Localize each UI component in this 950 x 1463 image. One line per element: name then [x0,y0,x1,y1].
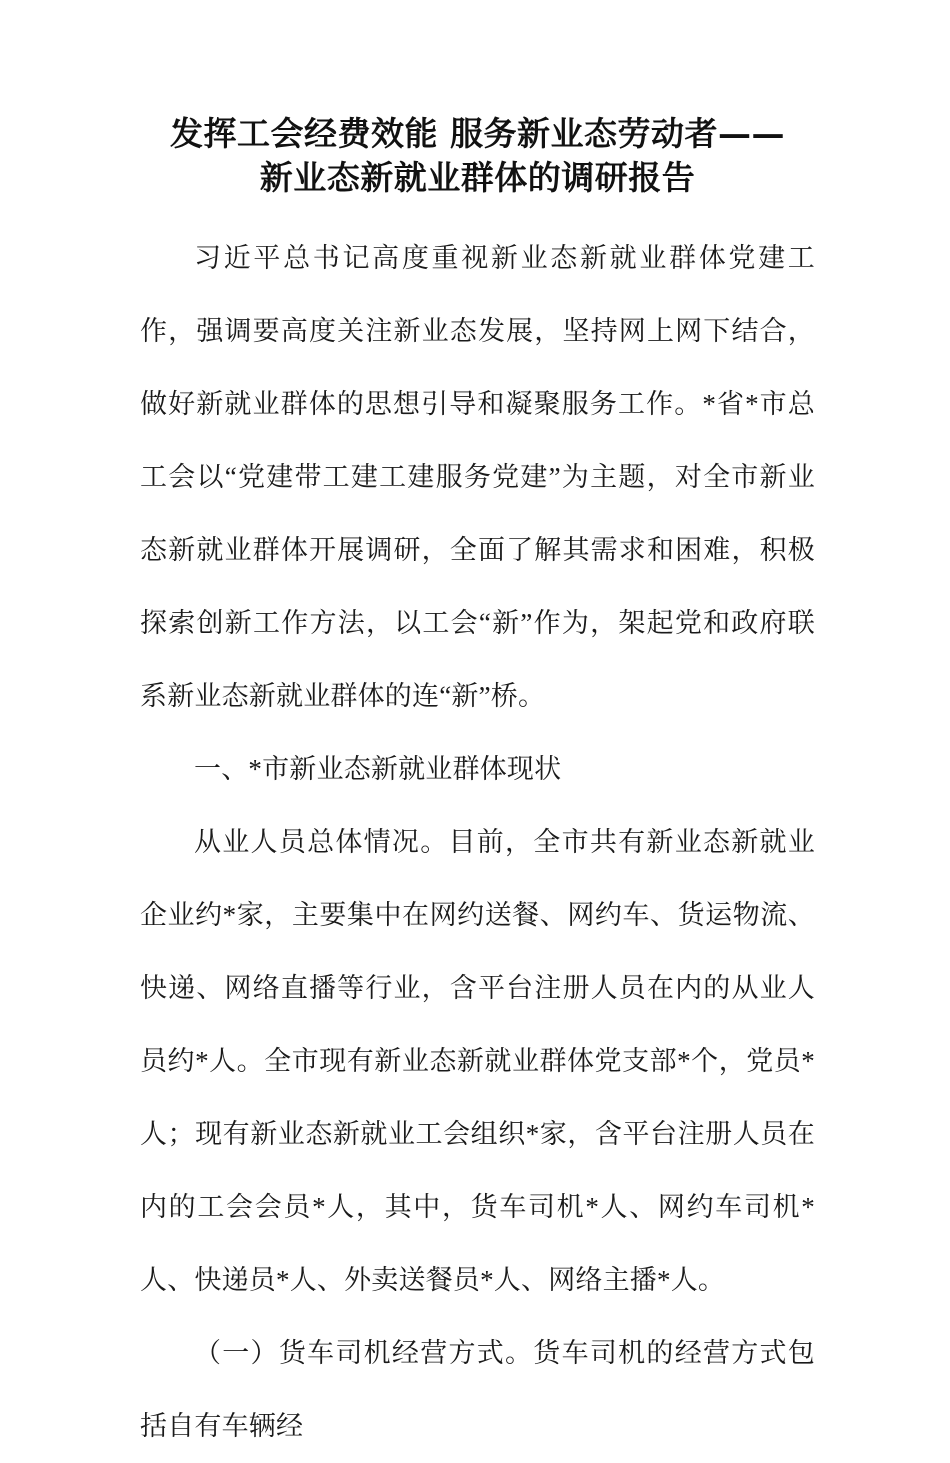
paragraph-subsection-one: （一）货车司机经营方式。货车司机的经营方式包括自有车辆经 [140,1338,815,1441]
document-body [140,0,815,1463]
section-heading-one: 一、*市新业态新就业群体现状 [194,754,562,784]
document-title-line-2: 新业态新就业群体的调研报告 [259,158,696,197]
document-title [140,0,815,200]
paragraph-overview: 从业人员总体情况。目前，全市共有新业态新就业企业约*家，主要集中在网约送餐、网约车、货运物流、快递、网络直播等行业，含平台注册人员在内的从业人员约*人。全市现有新业态新就业群体党支部*个，党员*人；现有新业态新就业工会组织*家，含平台注册人员在内的工会会员*人，其中，货车司机*人、网约车司机*人、快递员*人、外卖送餐员*人、网络主播*人。 [140,827,815,1295]
paragraph-intro: 习近平总书记高度重视新业态新就业群体党建工作，强调要高度关注新业态发展，坚持网上网下结合，做好新就业群体的思想引导和凝聚服务工作。*省*市总工会以“党建带工建工建服务党建”为主题，对全市新业态新就业群体开展调研，全面了解其需求和困难，积极探索创新工作方法，以工会“新”作为，架起党和政府联系新业态新就业群体的连“新”桥。 [140,243,815,711]
document-title-line-1: 发挥工会经费效能 服务新业态劳动者—— [170,114,785,153]
